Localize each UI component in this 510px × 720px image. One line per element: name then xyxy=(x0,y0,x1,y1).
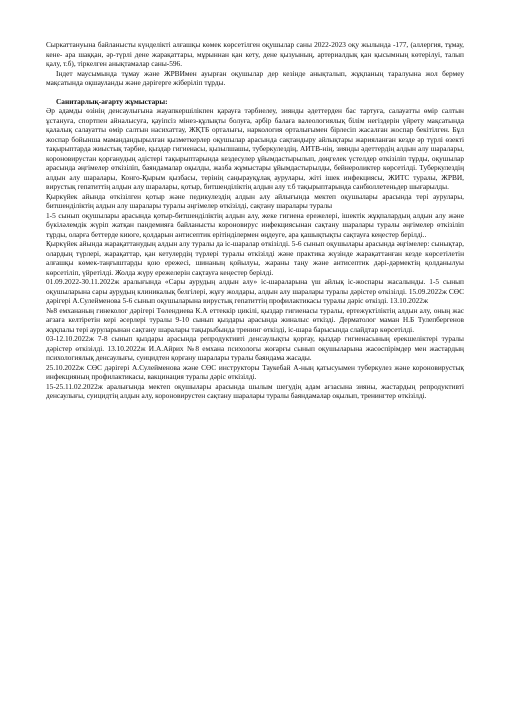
body-paragraph-6: №8 емхананың гинеколог дәрігері Төлендиева К.А еттеккір цикілі, қыздар гигиенасы туралы, ертежүктіліктің алдын алу, оның жас ағзаға келтіретін кері әсерлері туралы 9-10 сынып қыздары арасында жиналыс өткізді. Дерматолог маман Н.Б Тулепбергенов жұқпалы тері ауруларынан сақтану шаралары тақырыбында тренинг өткізді, іс-шара барысында слайдтар көрсетілді. xyxy=(46,305,464,334)
body-paragraph-1: Әр адамды өзінің денсаулығына жауапкершілікпен қарауға тәрбиелеу, зиянды әдеттерден бас тартуға, салауатты өмір салтын ұстануға, спортпен айналысуға, қауіпсіз мінез-құлықты болуға, әрбір балаға валеологиялық білім негіздерін үйрету мақсатында қалалық салауатты өмір салтын насихаттау, ЖҚТБ орталығы, наркология орталығымен бірлесіп жасалған жоспар бекітілген. Бұл жоспар бойынша мамандандырылған қызметкерлер оқушылар арасында сақтандыру айлықтары жарияланған кезде әр түрлі өзекті тақырыптарда жиыстық тәрбие, қыздар гигиенасы, қызылшашы, туберкулездің, АИТВ-нің, зиянды әдеттердің алдын алу шаралары, короновирустан қорғанудың әдістері тақырыптарында кездесулер ұйымдастырылып, дөңгелек үстелдер өткізіліп тұрды, оқушылар арасында әңгімелер өткізіліп, баяндамалар оқылды, жазба жұмыстары ұйымдастырылды, бейнероликтер көрсетілді. Туберкулездің алдын алу шаралары, Конго-Қырым қызбасы, терінің саңырауқұлақ аурулары, жіті ішек инфекциясы, ЖИТС туралы, ЖРВИ, вирустық гепатиттің алдын алу шаралары, қотыр, битшенділіктің алдын алу т.б тақырыптарында санбюллетеньдер шығарылды. xyxy=(46,106,464,191)
body-paragraph-3: 1-5 сынып оқушылары арасында қотыр-битшенділіктің алдын алу, жеке гигиена ережелері, ішектік жұқпалардың алдын алу және бүкіләлемдік жүріп жатқан пандемияға байланысты короновирус инфекциясынан сақтану шаралары туралы әңгімелер өткізіліп тұрды, оларға беттерде киюге, қолдарын антисептик ерітінділермен өңдеуге, ара қашықтықты сақтауға кеңестер берілді.. xyxy=(46,210,464,239)
body-paragraph-9: 15-25.11.02.2022ж аралығында мектеп оқушылары арасында шылым шегудің адам ағзасына зияны, жастардың репродуктивті денсаулығы, суицидтің алдын алу, короновирустен сақтану шаралары туралы баяндамалар оқылып, тренингтер өткізілді. xyxy=(46,381,464,400)
section-heading: Санитарлық-ағарту жұмыстары: xyxy=(56,96,168,106)
body-paragraph-2: Қыркүйек айында өткізілген қотыр және педикулездің алдын алу айлығында мектеп оқушылары арасында тері аурулары, битшенділіктің алдын алу шаралары туралы әңгімелер өткізілді, сақтану шаралары туралы xyxy=(46,191,464,210)
intro-paragraph: Сыркаттануына байланысты күнделікті алғашқы көмек көрсетілген оқушылар саны 2022-2023 оқу жылында -177, (аллергия, тұмау, кене- ара шаққан, әр-түрлі дене жарақаттары, мұрыннан қан кету, дене қызуының, артериалдық қан қысымның көтерілуі, талып қалу, т.б), тіркелген анықтамалар саны-596. xyxy=(46,40,464,68)
body-paragraph-7: 03-12.10.2022ж 7-8 сынып қыздары арасында репродуктивті денсаулықты қорғау, қыздар гигиенасының ерекшеліктері туралы дәрістер өткізілді. 13.10.2022ж И.А.Айрих №8 емхана психологы жоғарғы сынып оқушыларына жасөспірімдер мен жастардың психологиялық денсаулығы, суицидтен қорғану шаралары туралы баяндама жасады. xyxy=(46,334,464,362)
body-paragraph-5: 01.09.2022-30.11.2022ж аралығында «Сары аурудың алдын алу» іс-шараларына үш айлық іс-жоспары жасалынды. 1-5 сынып оқушыларына сары аурудың клиникалық белгілері, жұғу жолдары, алдын алу шаралары туралы дәрістер өткізілді. 15.09.2022ж СӨС дәрігері А.Сулейменова 5-6 сынып оқушыларына вирустық гепатиттің профилактикасы туралы дәріс өткізді. 13.10.2022ж xyxy=(46,277,464,305)
intro-paragraph-2: Індет маусымында тұмау және ЖРВИмен ауырған оқушылар дер кезінде анықталып, жұқпаның таралуына жол бермеу мақсатында оқшауланды және дәрігерге жіберіліп тұрды. xyxy=(46,68,464,87)
document-page xyxy=(46,40,464,401)
body-paragraph-8: 25.10.2022ж СӨС дәрігері А.Сулейменова және СӨС инструкторы Таукебай А-ның қатысуымен туберкулез және короновирустық инфекцияның профилактикасы, вакцинация туралы дәріс өткізілді. xyxy=(46,362,464,381)
body-paragraph-4: Қыркүйек айында жарақаттанудың алдын алу туралы да іс-шаралар өткізілді. 5-6 сынып оқушылары арасында әңгімелер: сынықтар, олардың түрлері, жарақаттар, қан кетулердің түрлері туралы өткізілді және практика жүзінде жарақаттанған кезде көрсетілетін алғашқы көмек-таңғыштарды қою ережесі, шинаның қойылуы, жараны таңу және антисептик дәрі-дәрмектің қолданылуы көрсетіліп, үйретілді. Жолда жүру ережелерін сақтауға кеңестер берілді. xyxy=(46,239,464,277)
